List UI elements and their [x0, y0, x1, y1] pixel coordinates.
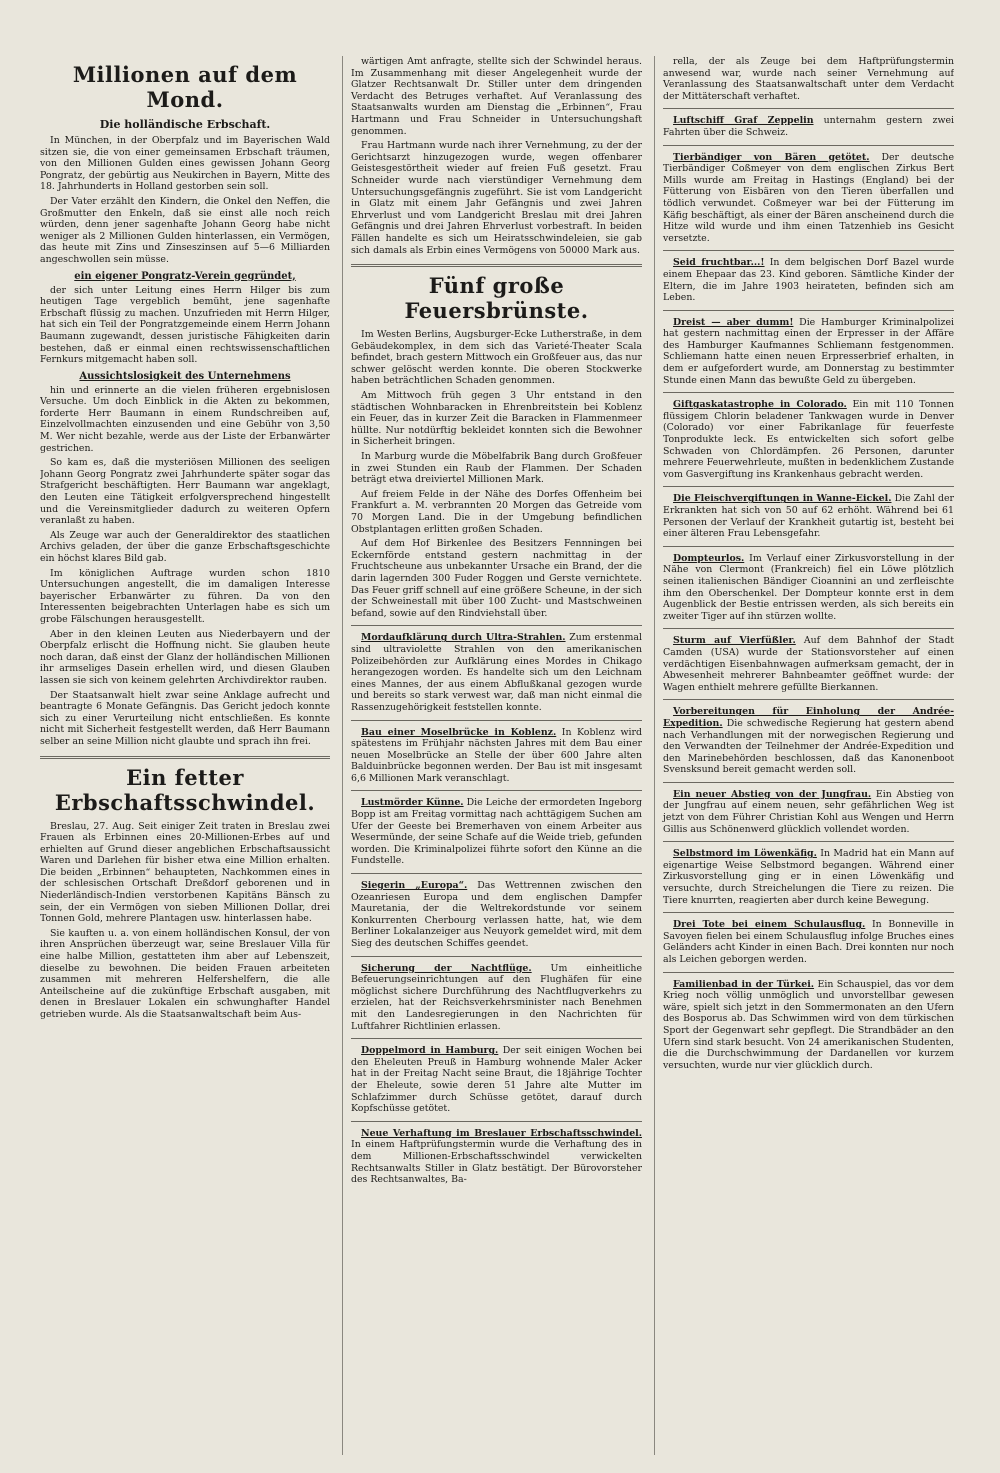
news-item: [663, 706, 954, 776]
news-item: [663, 919, 954, 965]
news-item-lead: Seid fruchtbar...!: [673, 257, 765, 269]
article-paragraph: wärtigen Amt anfragte, stellte sich der Schwindel heraus. Im Zusammenhang mit dieser Angelegenheit wurde der Glatzer Rechtsanwalt Dr. Stiller unter dem dringenden Verdacht des Betruges verhaftet. Auf Veranlassung des Staatsanwalts wurden am Dienstag die „Erbinnen“, Frau Hartmann und Frau Schneider in Untersuchungshaft genommen.: [351, 56, 642, 137]
news-item-text: unternahm gestern zwei Fahrten über die Schweiz.: [663, 115, 954, 138]
news-item-lead: Drei Tote bei einem Schulausflug.: [673, 919, 866, 931]
news-item-lead: Giftgaskatastrophe in Colorado.: [673, 399, 847, 411]
news-item-lead: Ein neuer Abstieg von der Jungfrau.: [673, 788, 872, 800]
news-item-text: Im Verlauf einer Zirkusvorstellung in der Nähe von Clermont (Frankreich) fiel ein Löwe plötzlich seinen italienischen Bändiger Cioannini an und zerfleischte ihm den Oberschenkel. Der Dompteur konnte erst in dem Augenblick der Bestie entrissen werden, als sich bereits ein zweiter Tiger auf ihn stürzen wollte.: [663, 552, 954, 622]
news-item-text: Die schwedische Regierung hat gestern abend nach Verhandlungen mit der norwegischen Regierung und den Verwandten der Teilnehmer der Andrée-Expedition und den Marinebehörden beschlossen, daß das Kanonenboot Svensksund bereit gemacht werden soll.: [663, 717, 954, 776]
column-2: [342, 56, 642, 1455]
divider: [663, 145, 954, 146]
news-item: [663, 399, 954, 480]
news-item: [663, 115, 954, 138]
divider: [351, 873, 642, 874]
news-item-lead: Familienbad in der Türkei.: [673, 978, 815, 990]
divider: [351, 720, 642, 721]
divider: [351, 1121, 642, 1122]
news-item-lead: Lustmörder Künne.: [361, 797, 464, 809]
news-item-text: In dem belgischen Dorf Bazel wurde einem Ehepaar das 23. Kind geboren. Sämtliche Kinder der Eltern, die im Jahre 1903 heirateten, befinden sich am Leben.: [663, 257, 954, 304]
article-paragraph: Der Staatsanwalt hielt zwar seine Anklage aufrecht und beantragte 6 Monate Gefängnis. Das Gericht jedoch konnte sich zu einer Verurteilung nicht entschließen. Es konnte nicht mit Sicherheit festgestellt werden, daß Herr Baumann selber an seine Million nicht glaubte und sprach ihn frei.: [40, 689, 330, 747]
article-paragraph: Frau Hartmann wurde nach ihrer Vernehmung, zu der der Gerichtsarzt hinzugezogen wurde, wegen offenbarer Geistesgestörtheit wieder auf freien Fuß gesetzt. Frau Schneider wurde nach vierstündiger Vernehmung dem Untersuchungsgefängnis zugeführt. Sie ist vom Landgericht in Glatz mit einem Jahr Gefängnis und zwei Jahren Ehrverlust und vom Landgericht Breslau mit drei Jahren Gefängnis und drei Jahren Ehrverlust vorbestraft. In beiden Fällen handelte es sich um Heiratsschwindeleien, sie gab sich damals als Erbin eines Vermögens von 50000 Mark aus.: [351, 140, 642, 256]
article-paragraph: hin und erinnerte an die vielen früheren ergebnislosen Versuche. Um doch Einblick in die Akten zu bekommen, forderte Herr Baumann in einem Rundschreiben auf, Einzelvollmachten einzusenden und eine Gebühr von 3,50 M. Wer nicht bezahle, werde aus der Liste der Erbanwärter gestrichen.: [40, 384, 330, 454]
news-item: [351, 1045, 642, 1115]
news-item-text: In Bonneville in Savoyen fielen bei einem Schulausflug infolge Bruches eines Geländers acht Kinder in einen Bach. Drei konnten nur noch als Leichen geborgen werden.: [663, 919, 954, 965]
article-paragraph: Im Westen Berlins, Augsburger-Ecke Lutherstraße, in dem Gebäudekomplex, in dem sich das Varieté-Theater Scala befindet, brach gestern Mittwoch ein Großfeuer aus, das nur schwer gelöscht werden konnte. Die oberen Stockwerke haben beträchtlichen Schaden genommen.: [351, 329, 642, 387]
divider: [351, 264, 642, 267]
news-item-lead: Neue Verhaftung im Breslauer Erbschaftsschwindel.: [361, 1127, 642, 1139]
news-item-text: Das Wettrennen zwischen den Ozeanriesen Europa und dem englischen Dampfer Mauretania, der die Weltrekordstunde vor seinem Konkurrenten Cherbourg verlassen hatte, hat, wie dem Berliner Lokalanzeiger aus Neuyork gemeldet wird, mit dem Sieg des deutschen Schiffes geendet.: [351, 880, 642, 949]
divider: [663, 628, 954, 629]
article-paragraph: In München, in der Oberpfalz und im Bayerischen Wald sitzen sie, die von einer gemeinsamen Erbschaft träumen, von den Millionen Gulden eines gewissen Johann Georg Pongratz, der gebürtig aus Neukirchen in Bayern, Mitte des 18. Jahrhunderts in Holland gestorben sein soll.: [40, 135, 330, 193]
section-heading: Aussichtslosigkeit des Unternehmens: [79, 370, 291, 382]
divider: [351, 1038, 642, 1039]
article-paragraph: Der Vater erzählt den Kindern, die Onkel den Neffen, die Großmutter den Enkeln, daß sie einst alle noch reich würden, denn jener sagenhafte Johann Georg habe nicht weniger als 2 Millionen Gulden hinterlassen, ein Vermögen, das heute mit Zins und Zinseszinsen auf 5—6 Milliarden angeschwollen sein müsse.: [40, 195, 330, 265]
divider: [663, 972, 954, 973]
divider: [663, 108, 954, 109]
news-item-text: Auf dem Bahnhof der Stadt Camden (USA) wurde der Stationsvorsteher auf einen verdächtigen Eisenbahnwagen aufmerksam gemacht, der in Abwesenheit mehrerer Bahnbeamter geöffnet wurde: der Wagen enthielt mehrere gefüllte Bierkannen.: [663, 635, 954, 693]
news-item: [663, 979, 954, 1072]
divider: [663, 699, 954, 700]
news-item: [663, 152, 954, 245]
news-item-lead: Die Fleischvergiftungen in Wanne-Eickel.: [673, 493, 892, 505]
news-item: [351, 632, 642, 713]
news-item: [351, 880, 642, 950]
column-1: [40, 56, 330, 1455]
divider: [663, 392, 954, 393]
news-item-text: In Koblenz wird spätestens im Frühjahr nächsten Jahres mit dem Bau einer neuen Moselbrücke an Stelle der über 600 Jahre alten Balduinbrücke begonnen werden. Der Bau ist mit insgesamt 6,6 Millionen Mark veranschlagt.: [351, 726, 642, 784]
headline-erbschaftsschwindel: Ein fetter Erbschaftsschwindel.: [54, 764, 316, 815]
column-3: [654, 56, 954, 1455]
news-item: [351, 963, 642, 1033]
news-item: [663, 493, 954, 539]
subhead-hollaendische-erbschaft: Die holländische Erbschaft.: [99, 118, 271, 131]
news-item: [351, 727, 642, 785]
divider: [351, 625, 642, 626]
news-item: [663, 553, 954, 623]
divider: [351, 790, 642, 791]
section-heading: ein eigener Pongratz-Verein gegründet,: [74, 270, 296, 282]
news-item: [663, 257, 954, 303]
news-item-lead: Mordaufklärung durch Ultra-Strahlen.: [361, 632, 566, 644]
divider: [40, 756, 330, 759]
divider: [351, 956, 642, 957]
headline-millionen-mond: Millionen auf dem Mond.: [72, 62, 298, 112]
news-item-lead: Doppelmord in Hamburg.: [361, 1045, 499, 1057]
news-item-text: Um einheitliche Befeuerungseinrichtungen auf den Flughäfen für eine möglichst sichere Durchführung des Nachtflugverkehrs zu erzielen, hat der Reichsverkehrsminister nach Benehmen mit den Landesregierungen in den Nachrichten für Luftfahrer Richtlinien erlassen.: [351, 962, 642, 1032]
headline-feuersbruenste: Fünf große Feuersbrünste.: [404, 273, 589, 324]
news-item-text: Der seit einigen Wochen bei den Eheleuten Preuß in Hamburg wohnende Maler Acker hat in der Freitag Nacht seine Braut, die 18jährige Tochter der Eheleute, sowie deren 51 Jahre alte Mutter im Schlafzimmer durch Schüsse getötet, darauf durch Kopfschüsse getötet.: [351, 1045, 642, 1115]
divider: [663, 782, 954, 783]
news-item-text: Ein Schauspiel, das vor dem Krieg noch völlig unmöglich und unvorstellbar gewesen wäre, spielt sich jetzt in den Sommermonaten an den Ufern des Bosporus ab. Das Schwimmen wird von dem türkischen Sport der Gegenwart sehr gepflegt. Die Strandbäder an den Ufern sind stark besucht. Von 24 amerikanischen Studenten, die die Durchschwimmung der Dardanellen vor kurzem versuchten, wurde nur vier glücklich durch.: [663, 978, 954, 1071]
article-paragraph: Auf dem Hof Birkenlee des Besitzers Fennningen bei Eckernförde entstand gestern nachmittag in der Fruchtscheune aus unbekannter Ursache ein Brand, der die darin lagernden 300 Fuder Roggen und Gerste vernichtete. Das Feuer griff schnell auf eine größere Scheune, in der sich der Schweinestall mit über 100 Zucht- und Mastschweinen befand, sowie auf den Rindviehstall über.: [351, 538, 642, 619]
news-item-text: Zum erstenmal sind ultraviolette Strahlen von den amerikanischen Polizeibehörden zur Aufklärung eines Mordes in Chikago herangezogen worden. Es handelte sich um den Leichnam eines Mannes, der aus einem Abflußkanal gezogen wurde und bereits so stark verwest war, daß man nicht einmal die Rassenzugehörigkeit feststellen konnte.: [351, 632, 642, 713]
article-paragraph: Sie kauften u. a. von einem holländischen Konsul, der von ihren Ansprüchen überzeugt war, seine Breslauer Villa für eine halbe Million, gestatteten ihm aber auf Lebenszeit, dieselbe zu bewohnen. Die beiden Frauen arbeiteten zusammen mit mehreren Helfershelfern, die alle Anteilscheine auf die zukünftige Erbschaft ausgaben, mit denen in Breslauer Lokalen ein schwunghafter Handel getrieben wurde. Als die Staatsanwaltschaft beim Aus-: [40, 927, 330, 1020]
divider: [663, 250, 954, 251]
news-item-text: In einem Haftprüfungstermin wurde die Verhaftung des in dem Millionen-Erbschaftsschwindel verwickelten Rechtsanwalts Stiller in Glatz bestätigt. Der Bürovorsteher des Rechtsanwaltes, Ba-: [351, 1139, 642, 1186]
article-paragraph: Aber in den kleinen Leuten aus Niederbayern und der Oberpfalz erlischt die Hoffnung nicht. Sie glauben heute noch daran, daß einst der Glanz der holländischen Millionen ihr armseliges Dasein erhellen wird, und diesen Glauben lassen sie sich von keinem gelehrten Archivdirektor rauben.: [40, 628, 330, 686]
news-item: [351, 797, 642, 867]
news-item-text: Die Leiche der ermordeten Ingeborg Bopp ist am Freitag vormittag nach achttägigem Suchen am Ufer der Geeste bei Bremerhaven von einem Arbeiter aus Wesermünde, der seine Schafe auf die Weide trieb, gefunden worden. Die Kriminalpolizei führte sofort den Künne an die Fundstelle.: [351, 797, 642, 867]
divider: [663, 546, 954, 547]
divider: [663, 912, 954, 913]
news-item-text: Der deutsche Tierbändiger Coßmeyer von dem englischen Zirkus Bert Mills wurde am Freitag in Hastings (England) bei der Fütterung von Eisbären von den Tieren überfallen und tödlich verwundet. Coßmeyer war bei der Fütterung im Käfig beschäftigt, als einer der Bären anscheinend durch die Hitze wild wurde und ihm einen Tatzenhieb ins Gesicht versetzte.: [663, 151, 954, 244]
article-paragraph: Als Zeuge war auch der Generaldirektor des staatlichen Archivs geladen, der über die ganze Erbschaftsgeschichte ein höchst klares Bild gab.: [40, 529, 330, 564]
article-paragraph: rella, der als Zeuge bei dem Haftprüfungstermin anwesend war, wurde nach seiner Vernehmung auf Veranlassung des Staatsanwaltschaft unter dem Verdacht der Mittäterschaft verhaftet.: [663, 56, 954, 102]
article-paragraph: So kam es, daß die mysteriösen Millionen des seeligen Johann Georg Pongratz zwei Jahrhunderte später sogar das Strafgericht beschäftigten. Herr Baumann war angeklagt, den Leuten eine Tätigkeit erfolgversprechend hingestellt und die Vereinsmitglieder dadurch zu weiteren Opfern veranlaßt zu haben.: [40, 457, 330, 527]
news-item: [663, 848, 954, 906]
news-item-lead: Tierbändiger von Bären getötet.: [673, 151, 870, 163]
news-item-text: Ein mit 110 Tonnen flüssigem Chlorin beladener Tankwagen wurde in Denver (Colorado) vor einer Fabrikanlage für feuerfeste Tonprodukte leck. Es entwickelten sich sofort gelbe Schwaden von Chlordämpfen. 26 Personen, darunter mehrere Feuerwehrleute, mußten in bedenklichem Zustande vom Gasvergiftung ins Krankenhaus gebracht werden.: [663, 399, 954, 480]
news-item-lead: Bau einer Moselbrücke in Koblenz.: [361, 726, 557, 738]
divider: [663, 310, 954, 311]
article-paragraph: Im königlichen Auftrage wurden schon 1810 Untersuchungen angestellt, die im damaligen Interesse bayerischer Erbanwärter zu führen. Da von den Interessenten beigebrachten Unterlagen habe es sich um grobe Fälschungen herausgestellt.: [40, 567, 330, 625]
article-paragraph: der sich unter Leitung eines Herrn Hilger bis zum heutigen Tage vergeblich bemüht, jene sagenhafte Erbschaft flüssig zu machen. Unzufrieden mit Herrn Hilger, hat sich ein Teil der Pongratzgemeinde einem Herrn Johann Baumann zugewandt, dessen juristische Fähigkeiten darin bestehen, daß er einmal einen rechtswissenschaftlichen Fernkurs mitgemacht haben soll.: [40, 284, 330, 366]
article-paragraph: Am Mittwoch früh gegen 3 Uhr entstand in den städtischen Wohnbaracken in Ehrenbreitstein bei Koblenz ein Feuer, das in kurzer Zeit die Baracken in Flammenmeer hüllte. Nur notdürftig bekleidet konnten sich die Bewohner in Sicherheit bringen.: [351, 390, 642, 448]
news-item-lead: Siegerin „Europa“.: [361, 880, 468, 892]
news-item-lead: Sturm auf Vierfüßler.: [673, 635, 796, 647]
article-paragraph: Auf freiem Felde in der Nähe des Dorfes Offenheim bei Frankfurt a. M. verbrannten 20 Morgen das Getreide vom 70 Morgen Land. Die in der Umgebung befindlichen Obstplantagen erlitten großen Schaden.: [351, 488, 642, 535]
news-item-lead: Selbstmord im Löwenkäfig.: [673, 848, 817, 860]
news-item-lead: Dreist — aber dumm!: [673, 316, 794, 328]
news-item-text: Die Hamburger Kriminalpolizei hat gestern nachmittag einen der Erpresser in der Affäre des Hamburger Kaufmannes Schliemann festgenommen. Schliemann hatte einen neuen Erpresserbrief erhalten, in dem er aufgefordert wurde, am Donnerstag zu bestimmter Stunde einen Mann das bewußte Geld zu übergeben.: [663, 316, 954, 386]
news-item: [663, 635, 954, 693]
news-item: [351, 1128, 642, 1186]
news-item-lead: Luftschiff Graf Zeppelin: [673, 115, 814, 127]
article-paragraph: Breslau, 27. Aug. Seit einiger Zeit traten in Breslau zwei Frauen als Erbinnen eines 20-Millionen-Erbes auf und erhielten auf Grund dieser angeblichen Erbschaftsaussicht Waren und Darlehen für bisher etwa eine Million erhalten. Die beiden „Erbinnen“ behaupteten, Nachkommen eines in der schlesischen Ortschaft Dreßdorf geborenen und in Niederländisch-Indien verstorbenen Kapitäns Bänsch zu sein, der ein Vermögen von sieben Millionen Dollar, drei Tonnen Gold, mehrere Plantagen usw. hinterlassen habe.: [40, 820, 330, 925]
news-item-lead: Dompteurlos.: [673, 552, 745, 564]
article-paragraph: In Marburg wurde die Möbelfabrik Bang durch Großfeuer in zwei Stunden ein Raub der Flammen. Der Schaden beträgt etwa dreiviertel Millionen Mark.: [351, 451, 642, 486]
news-item: [663, 789, 954, 835]
divider: [663, 841, 954, 842]
news-item-text: In Madrid hat ein Mann auf eigenartige Weise Selbstmord begangen. Während einer Zirkusvorstellung ging er in einen Löwenkäfig und versuchte, durch Streichelungen die Tiere zu reizen. Die Tiere knurrten, reagierten aber durch keine Bewegung.: [663, 848, 954, 906]
news-item-lead: Vorbereitungen für Einholung der Andrée-Expedition.: [663, 706, 954, 729]
news-item: [663, 317, 954, 387]
news-item-text: Die Zahl der Erkrankten hat sich von 50 auf 62 erhöht. Während bei 61 Personen der Verlauf der Krankheit gutartig ist, besteht bei einer älteren Frau Lebensgefahr.: [663, 493, 954, 540]
news-item-text: Ein Abstieg von der Jungfrau auf einem neuen, sehr gefährlichen Weg ist jetzt von dem Führer Christian Kohl aus Wengen und Herrn Gillis aus Schönenwerd glücklich vollendet worden.: [663, 788, 954, 835]
divider: [663, 486, 954, 487]
news-item-lead: Sicherung der Nachtflüge.: [361, 962, 532, 974]
